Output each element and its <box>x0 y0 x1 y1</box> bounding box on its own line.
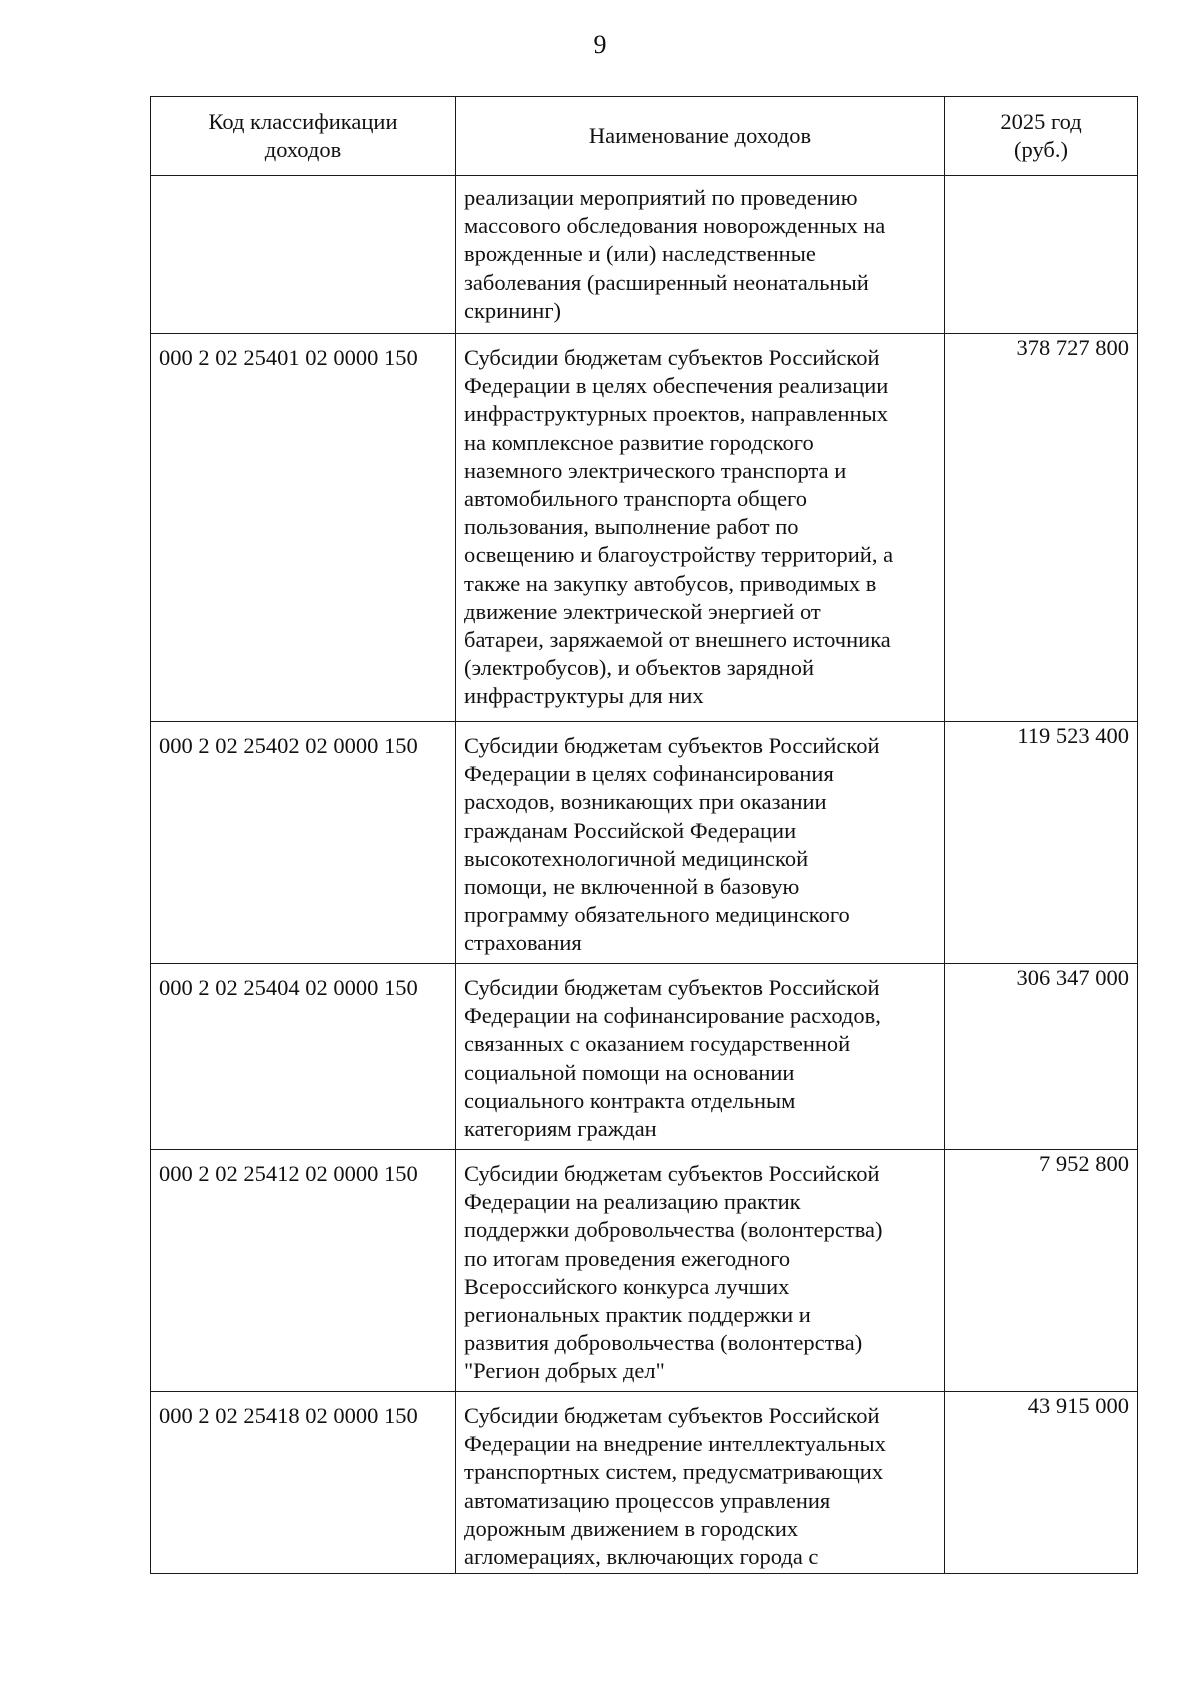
table-header-row <box>151 97 1138 176</box>
row-name-text: Субсидии бюджетам субъектов Российской Федерации в целях обеспечения реализации инфраструктурных проектов, направленных на комплексное развитие городского наземного электрического транспорта и автомобильного транспорта общего пользования, выполнение работ по освещению и благоустройству территорий, а также на закупку автобусов, приводимых в движение электрической энергией от батареи, заряжаемой от внешнего источника (электробусов), и объектов зарядной инфраструктуры для них <box>464 345 894 709</box>
row-name-text: реализации мероприятий по проведению массового обследования новорожденных на врожденные и (или) наследственные заболевания (расширенный неонатальный скрининг) <box>464 185 886 323</box>
table-row <box>151 1392 1138 1574</box>
row-name-text: Субсидии бюджетам субъектов Российской Федерации в целях софинансирования расходов, возникающих при оказании гражданам Российской Федерации высокотехнологичной медицинской помощи, не включенной в базовую программу обязательного медицинского страхования <box>464 733 880 956</box>
row-code: 000 2 02 25404 02 0000 150 <box>151 964 456 1150</box>
row-amount: 378 727 800 <box>945 334 1138 722</box>
row-amount <box>945 176 1138 334</box>
header-code: Код классификации доходов <box>151 97 456 176</box>
row-name <box>456 176 945 334</box>
row-name-text: Субсидии бюджетам субъектов Российской Федерации на софинансирование расходов, связанных с оказанием государственной социальной помощи на основании социального контракта отдельным категориям граждан <box>464 975 881 1142</box>
row-code: 000 2 02 25412 02 0000 150 <box>151 1150 456 1392</box>
table-row <box>151 964 1138 1150</box>
page-number: 9 <box>593 30 607 59</box>
row-code: 000 2 02 25418 02 0000 150 <box>151 1392 456 1574</box>
table-row <box>151 176 1138 334</box>
row-code: 000 2 02 25402 02 0000 150 <box>151 722 456 964</box>
row-name <box>456 722 945 964</box>
table-row <box>151 334 1138 722</box>
row-amount: 119 523 400 <box>945 722 1138 964</box>
header-name: Наименование доходов <box>456 97 945 176</box>
row-amount: 43 915 000 <box>945 1392 1138 1574</box>
income-table <box>150 96 1138 1574</box>
row-name <box>456 1392 945 1574</box>
table-row <box>151 722 1138 964</box>
row-amount: 7 952 800 <box>945 1150 1138 1392</box>
row-code: 000 2 02 25401 02 0000 150 <box>151 334 456 722</box>
row-name <box>456 334 945 722</box>
row-code <box>151 176 456 334</box>
row-name-text: Субсидии бюджетам субъектов Российской Федерации на реализацию практик поддержки добровольчества (волонтерства) по итогам проведения ежегодного Всероссийского конкурса лучших региональных практик поддержки и развития добровольчества (волонтерства) "Регион добрых дел" <box>464 1161 883 1384</box>
row-amount: 306 347 000 <box>945 964 1138 1150</box>
table-row <box>151 1150 1138 1392</box>
row-name-text: Субсидии бюджетам субъектов Российской Федерации на внедрение интеллектуальных транспортных систем, предусматривающих автоматизацию процессов управления дорожным движением в городских агломерациях, включающих города с <box>464 1403 886 1570</box>
row-name <box>456 964 945 1150</box>
header-amount: 2025 год (руб.) <box>945 97 1138 176</box>
row-name <box>456 1150 945 1392</box>
